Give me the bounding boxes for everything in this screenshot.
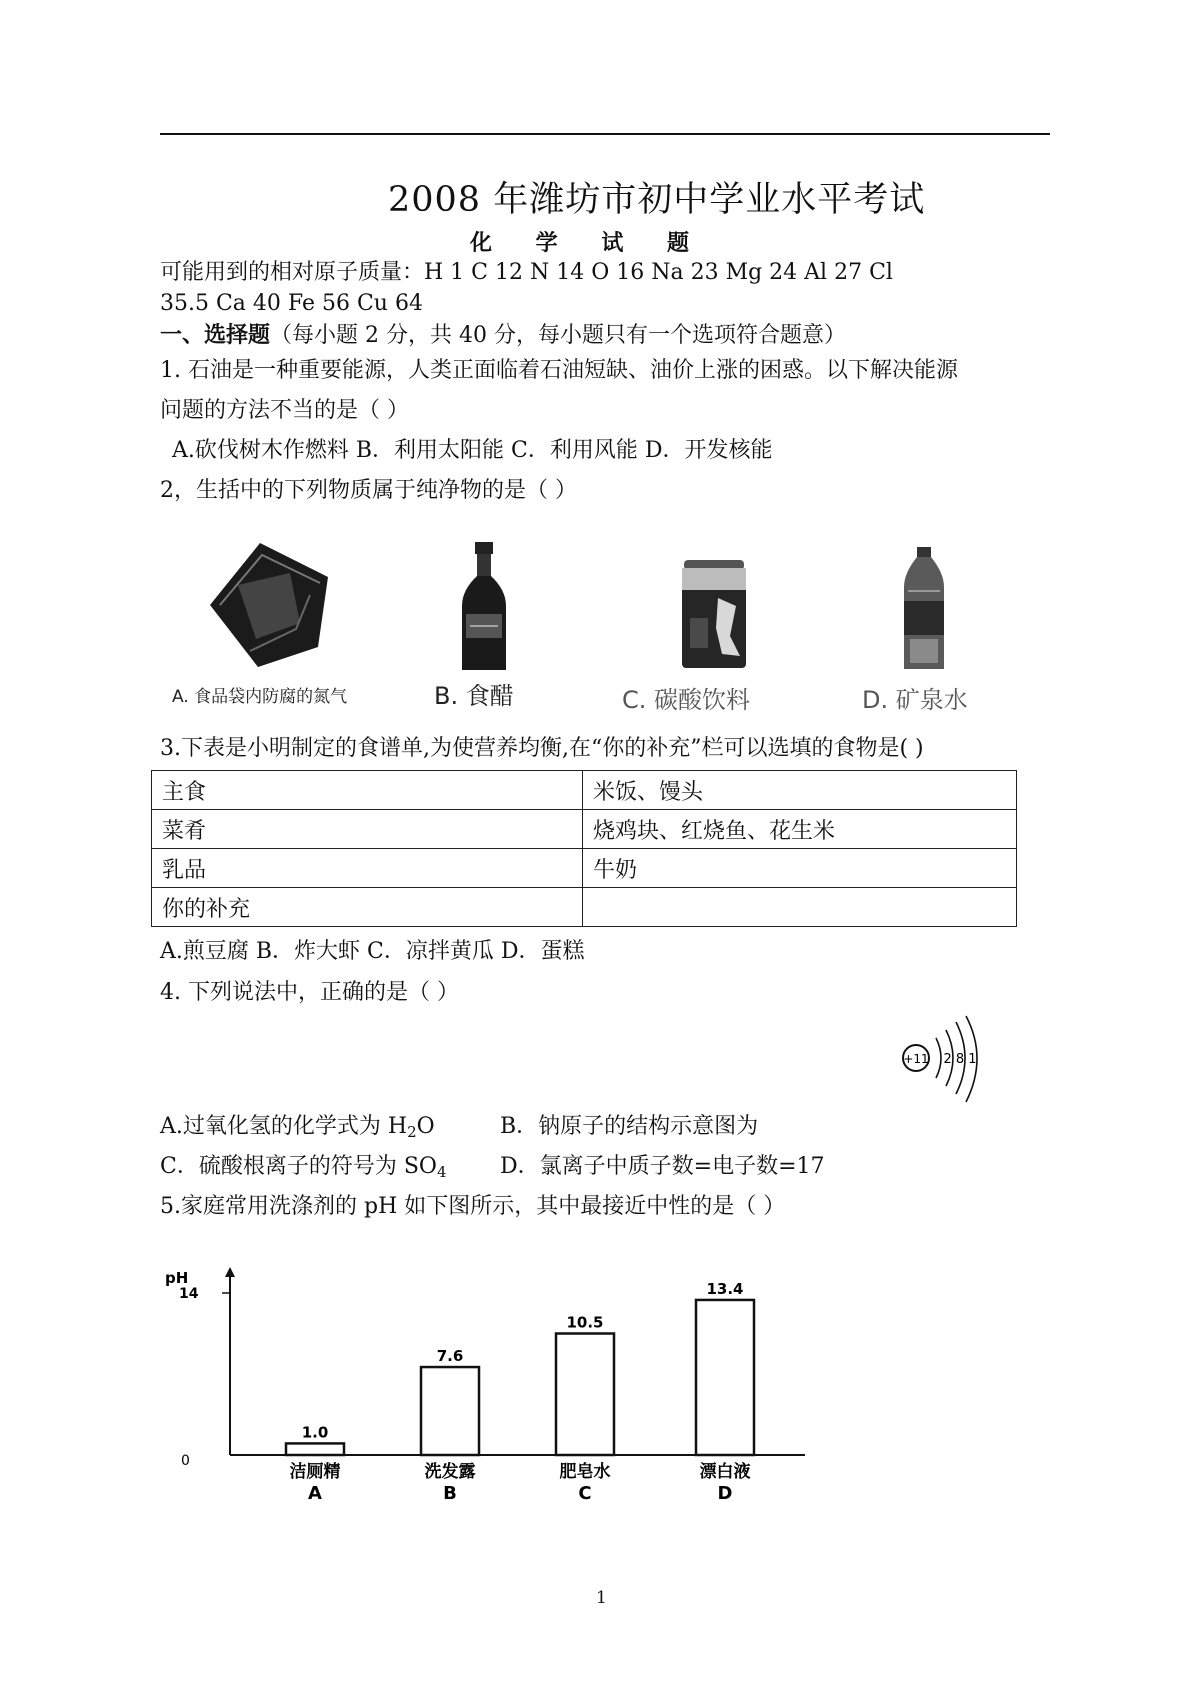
table-cell: 主食	[152, 771, 583, 810]
ph-chart	[165, 1265, 815, 1519]
nitrogen-bag-image	[200, 535, 340, 679]
chart-bar	[286, 1443, 344, 1455]
section-note: （每小题 2 分，共 40 分，每小题只有一个选项符合题意）	[270, 323, 846, 348]
q4-option-c	[160, 1152, 446, 1182]
q4-stem: 4. 下列说法中，正确的是（ ）	[160, 980, 459, 1005]
chart-bar	[556, 1334, 614, 1456]
q4-option-d: D．氯离子中质子数=电子数=17	[500, 1154, 825, 1179]
mineral-water-image	[898, 545, 950, 677]
table-row	[152, 810, 1017, 849]
electron-shells: 2 8 1	[943, 1052, 977, 1067]
q2-caption-a: A. 食品袋内防腐的氮气	[172, 687, 348, 707]
x-tick-label: 肥皂水	[559, 1462, 611, 1482]
q2-caption-d: D. 矿泉水	[862, 686, 968, 714]
table-cell: 烧鸡块、红烧鱼、花生米	[583, 810, 1017, 849]
chart-bar	[696, 1300, 754, 1455]
table-row	[152, 849, 1017, 888]
sodium-atom-diagram	[900, 1012, 990, 1111]
table-cell: 你的补充	[152, 888, 583, 927]
subscript: 4	[436, 1163, 447, 1181]
x-category-letter: A	[308, 1483, 322, 1504]
table-cell: 牛奶	[583, 849, 1017, 888]
table-cell: 乳品	[152, 849, 583, 888]
q1-options: A.砍伐树木作燃料 B．利用太阳能 C．利用风能 D．开发核能	[172, 438, 773, 463]
q3-stem: 3.下表是小明制定的食谱单,为使营养均衡,在“你的补充”栏可以选填的食物是( )	[160, 736, 924, 761]
vinegar-bottle-image	[454, 540, 514, 679]
page-subtitle: 化 学 试 题	[470, 230, 707, 256]
x-category-letter: C	[578, 1483, 592, 1504]
bar-value-label: 13.4	[706, 1279, 744, 1298]
q4-option-c-text: C．硫酸根离子的符号为 SO	[160, 1154, 437, 1179]
q4-option-b: B．钠原子的结构示意图为	[500, 1114, 759, 1139]
atomic-mass-line-2: 35.5 Ca 40 Fe 56 Cu 64	[160, 291, 423, 316]
bar-value-label: 10.5	[566, 1313, 604, 1332]
y-axis-arrow	[225, 1267, 235, 1277]
q4-option-a-suffix: O	[416, 1114, 435, 1139]
nucleus-charge: +11	[903, 1052, 929, 1066]
chart-bars	[286, 1280, 754, 1504]
bar-value-label: 7.6	[436, 1347, 464, 1366]
x-category-letter: D	[717, 1483, 733, 1504]
table-cell: 米饭、馒头	[583, 771, 1017, 810]
table-row	[152, 771, 1017, 810]
top-rule	[160, 133, 1050, 135]
x-tick-label: 漂白液	[699, 1462, 751, 1482]
q1-stem-line-2: 问题的方法不当的是（ ）	[160, 398, 409, 423]
y-axis-label: pH	[165, 1269, 189, 1287]
y-tick-label: 0	[181, 1453, 190, 1469]
page-number: 1	[596, 1588, 607, 1608]
table-cell	[583, 888, 1017, 927]
q5-stem: 5.家庭常用洗涤剂的 pH 如下图所示，其中最接近中性的是（ ）	[160, 1194, 786, 1219]
soda-can-image	[678, 558, 750, 680]
q4-option-a-text: A.过氧化氢的化学式为 H	[160, 1114, 408, 1139]
q3-options: A.煎豆腐 B．炸大虾 C．凉拌黄瓜 D．蛋糕	[160, 939, 585, 964]
section-heading	[160, 320, 846, 351]
menu-table	[151, 770, 1017, 927]
atomic-mass-line-1: 可能用到的相对原子质量：H 1 C 12 N 14 O 16 Na 23 Mg 24 Al 27 Cl	[160, 260, 893, 285]
table-cell: 菜肴	[152, 810, 583, 849]
section-title: 一、选择题	[160, 322, 271, 348]
q2-caption-b: B. 食醋	[434, 682, 514, 710]
q4-option-a	[160, 1112, 435, 1142]
x-tick-label: 洁厕精	[289, 1462, 341, 1482]
x-category-letter: B	[443, 1483, 457, 1504]
table-row	[152, 888, 1017, 927]
y-tick-label: 14	[179, 1286, 199, 1302]
q1-stem-line-1: 1. 石油是一种重要能源，人类正面临着石油短缺、油价上涨的困惑。以下解决能源	[160, 358, 958, 383]
subscript: 2	[407, 1123, 417, 1141]
x-tick-label: 洗发露	[424, 1462, 476, 1482]
q2-caption-c: C. 碳酸饮料	[622, 686, 751, 714]
chart-bar	[421, 1367, 479, 1455]
q2-stem: 2，生括中的下列物质属于纯净物的是（ ）	[160, 478, 577, 503]
page-title: 2008 年潍坊市初中学业水平考试	[388, 180, 926, 220]
bar-value-label: 1.0	[301, 1423, 329, 1442]
